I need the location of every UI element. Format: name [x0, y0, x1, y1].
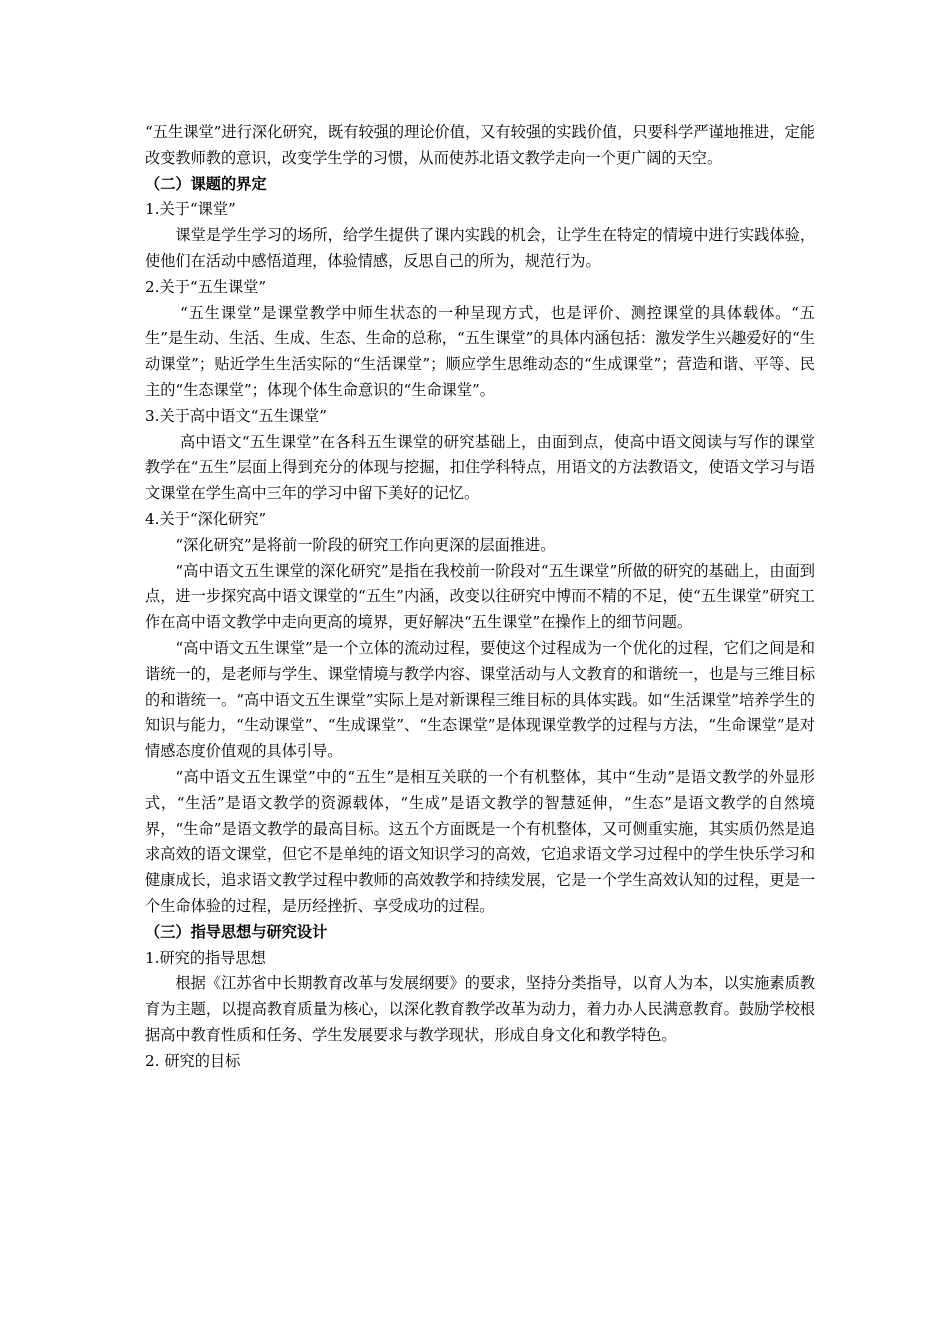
paragraph-five-sheng-classroom: “五生课堂”是课堂教学中师生状态的一种呈现方式，也是评价、测控课堂的具体载体。“五生”是生动、生活、生成、生态、生命的总称，“五生课堂”的具体内涵包括：激发学生兴趣爱好的“生动课堂”；贴近学生生活实际的“生活课堂”；顺应学生思维动态的“生成课堂”；营造和谐、平等、民主的“生态课堂”；体现个体生命意识的“生命课堂”。 [145, 303, 815, 399]
paragraph-classroom: 课堂是学生学习的场所，给学生提供了课内实践的机会，让学生在特定的情境中进行实践体验，使他们在活动中感悟道理，体验情感，反思自己的所为，规范行为。 [145, 226, 815, 270]
subheading-high-school-chinese: 3.关于高中语文“五生课堂” [145, 406, 327, 425]
paragraph-deepened-research-3: “高中语文五生课堂”是一个立体的流动过程，要使这个过程成为一个优化的过程，它们之间是和谐统一的，是老师与学生、课堂情境与教学内容、课堂活动与人文教育的和谐统一，也是与三维目标的和谐统一。“高中语文五生课堂”实际上是对新课程三维目标的具体实践。如“生活课堂”培养学生的知识与能力，“生动课堂”、“生成课堂”、“生态课堂”是体现课堂教学的过程与方法，“生命课堂”是对情感态度价值观的具体引导。 [145, 638, 815, 761]
paragraph-deepened-research-2: “高中语文五生课堂的深化研究”是指在我校前一阶段对“五生课堂”所做的研究的基础上，由面到点，进一步探究高中语文课堂的“五生”内涵，改变以往研究中博而不精的不足，使“五生课堂”研究工作在高中语文教学中走向更高的境界，更好解决“五生课堂”在操作上的细节问题。 [145, 561, 815, 632]
subheading-five-sheng-classroom: 2.关于“五生课堂” [145, 277, 267, 296]
subheading-research-goal: 2. 研究的目标 [145, 1051, 241, 1070]
document-page [145, 120, 815, 1074]
section-heading-definition: （二）课题的界定 [145, 174, 267, 193]
intro-paragraph: “五生课堂”进行深化研究，既有较强的理论价值，又有较强的实践价值，只要科学严谨地推进，定能改变教师教的意识，改变学生学的习惯，从而使苏北语文教学走向一个更广阔的天空。 [145, 123, 815, 167]
paragraph-guiding-thought: 根据《江苏省中长期教育改革与发展纲要》的要求，坚持分类指导，以育人为本，以实施素质教育为主题，以提高教育质量为核心，以深化教育教学改革为动力，着力办人民满意教育。鼓励学校根据高中教育性质和任务、学生发展要求与教学现状，形成自身文化和教学特色。 [145, 974, 815, 1044]
subheading-classroom: 1.关于“课堂” [145, 200, 236, 219]
subheading-guiding-thought: 1.研究的指导思想 [145, 948, 266, 967]
section-heading-guiding-design: （三）指导思想与研究设计 [145, 922, 328, 941]
subheading-deepened-research: 4.关于“深化研究” [145, 509, 267, 528]
paragraph-deepened-research-4: “高中语文五生课堂”中的“五生”是相互关联的一个有机整体，其中“生动”是语文教学的外显形式，“生活”是语文教学的资源载体，“生成”是语文教学的智慧延伸，“生态”是语文教学的自然境界，“生命”是语文教学的最高目标。这五个方面既是一个有机整体，又可侧重实施，其实质仍然是追求高效的语文课堂，但它不是单纯的语文知识学习的高效，它追求语文学习过程中的学生快乐学习和健康成长，追求语文教学过程中教师的高效教学和持续发展，它是一个学生高效认知的过程，更是一个生命体验的过程，是历经挫折、享受成功的过程。 [145, 767, 815, 915]
paragraph-deepened-research-1: “深化研究”是将前一阶段的研究工作向更深的层面推进。 [175, 535, 556, 554]
paragraph-high-school-chinese: 高中语文“五生课堂”在各科五生课堂的研究基础上，由面到点，使高中语文阅读与写作的课堂教学在“五生”层面上得到充分的体现与挖掘，扣住学科特点，用语文的方法教语文，使语文学习与语文课堂在学生高中三年的学习中留下美好的记忆。 [145, 432, 815, 503]
